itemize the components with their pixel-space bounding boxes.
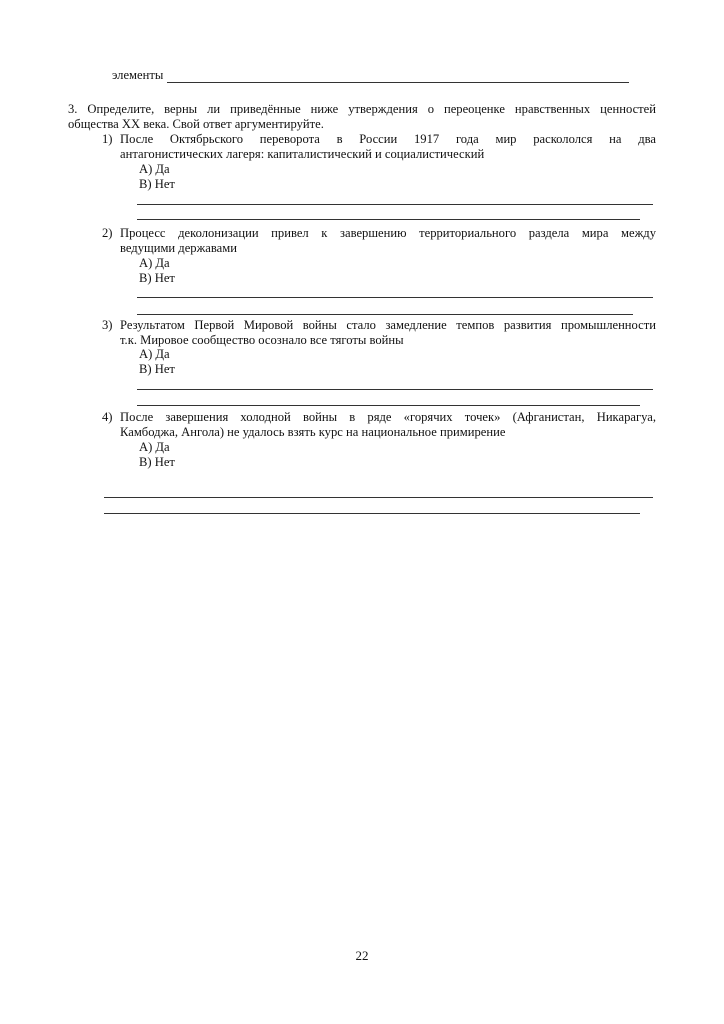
- question-text-line1: Результатом Первой Мировой войны стало замедление темпов развития промышленности: [120, 318, 656, 332]
- question-text-line1: После завершения холодной войны в ряде «горячих точек» (Афганистан, Никарагуа,: [120, 410, 656, 424]
- answer-line: [137, 219, 640, 220]
- task-intro-line2: общества XX века. Свой ответ аргументируйте.: [68, 117, 324, 131]
- task-intro-line1: 3. Определите, верны ли приведённые ниже утверждения о переоценке нравственных ценностей: [68, 102, 656, 116]
- option-b: В) Нет: [139, 455, 175, 469]
- answer-line: [137, 389, 653, 390]
- option-b: В) Нет: [139, 177, 175, 191]
- task-intro: [68, 102, 656, 132]
- question-text-line1: Процесс деколонизации привел к завершению территориального раздела мира между: [120, 226, 656, 240]
- answer-line: [104, 513, 640, 514]
- option-a: А) Да: [139, 162, 170, 176]
- question-text-line1: После Октябрьского переворота в России 1917 года мир раскололся на два: [120, 132, 656, 146]
- answer-line: [137, 314, 633, 315]
- question-number: 2): [102, 226, 113, 240]
- question-number: 3): [102, 318, 113, 332]
- top-label: элементы: [112, 68, 164, 82]
- page-number: 22: [355, 948, 369, 963]
- answer-line: [137, 297, 653, 298]
- question-text-line2: т.к. Мировое сообщество осознало все тяготы войны: [120, 333, 404, 347]
- question-number: 1): [102, 132, 113, 146]
- question-text-line2: антагонистических лагеря: капиталистический и социалистический: [120, 147, 485, 161]
- question-text-line2: ведущими державами: [120, 241, 237, 255]
- option-b: В) Нет: [139, 271, 175, 285]
- option-a: А) Да: [139, 347, 170, 361]
- option-a: А) Да: [139, 256, 170, 270]
- answer-line: [104, 497, 653, 498]
- question-text-line2: Камбоджа, Ангола) не удалось взять курс на национальное примирение: [120, 425, 506, 439]
- question-number: 4): [102, 410, 113, 424]
- option-a: А) Да: [139, 440, 170, 454]
- answer-line-top: [167, 82, 629, 83]
- option-b: В) Нет: [139, 362, 175, 376]
- answer-line: [137, 405, 640, 406]
- answer-line: [137, 204, 653, 205]
